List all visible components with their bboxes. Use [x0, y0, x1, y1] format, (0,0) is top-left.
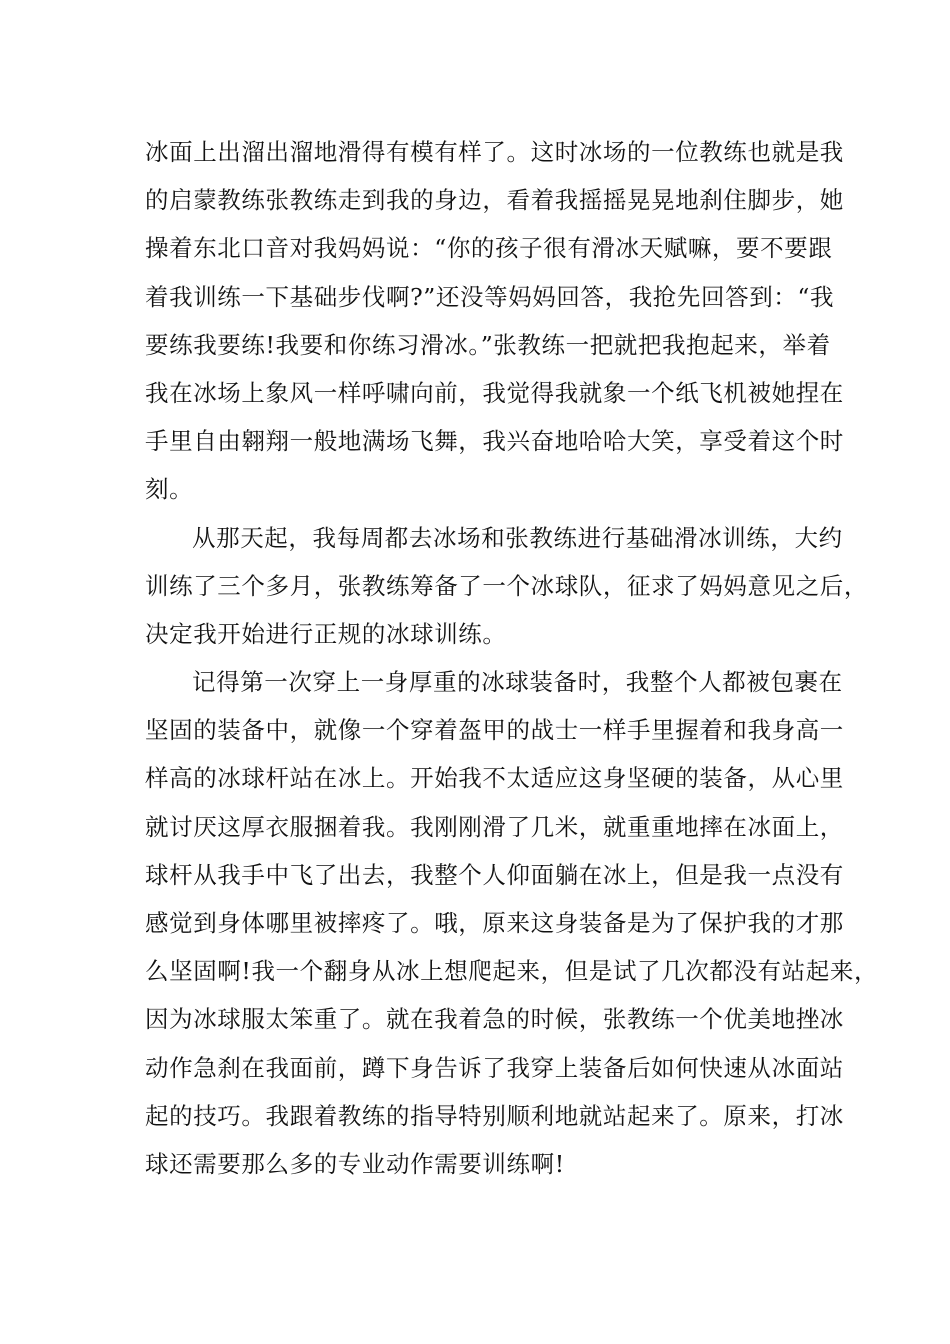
- text-line: 要练我要练!我要和你练习滑冰。”张教练一把就把我抱起来，举着: [145, 330, 831, 359]
- body-text: [145, 128, 879, 1236]
- text-line: 训练了三个多月，张教练筹备了一个冰球队，征求了妈妈意见之后，: [145, 571, 868, 600]
- text-line: 坚固的装备中，就像一个穿着盔甲的战士一样手里握着和我身高一: [145, 716, 844, 745]
- text-line: 动作急刹在我面前，蹲下身告诉了我穿上装备后如何快速从冰面站: [145, 1053, 844, 1082]
- text-line: 球杆从我手中飞了出去，我整个人仰面躺在冰上，但是我一点没有: [145, 860, 844, 889]
- text-line: 的启蒙教练张教练走到我的身边，看着我摇摇晃晃地刹住脚步，她: [145, 186, 844, 215]
- text-line: 冰面上出溜出溜地滑得有模有样了。这时冰场的一位教练也就是我: [145, 138, 844, 166]
- text-line: 记得第一次穿上一身厚重的冰球装备时，我整个人都被包裹在: [192, 668, 843, 697]
- text-line: 球还需要那么多的专业动作需要训练啊!: [145, 1149, 565, 1178]
- text-line: 手里自由翱翔一般地满场飞舞，我兴奋地哈哈大笑，享受着这个时: [145, 427, 844, 456]
- text-line: 刻。: [145, 475, 194, 504]
- text-line: 决定我开始进行正规的冰球训练。: [145, 619, 507, 648]
- text-line: 操着东北口音对我妈妈说：“你的孩子很有滑冰天赋嘛，要不要跟: [145, 234, 833, 263]
- paragraph-3: [145, 658, 879, 1236]
- text-line: 感觉到身体哪里被摔疼了。哦，原来这身装备是为了保护我的才那: [145, 909, 844, 937]
- text-line: 因为冰球服太笨重了。就在我着急的时候，张教练一个优美地挫冰: [145, 1005, 844, 1034]
- text-line: 我在冰场上象风一样呼啸向前，我觉得我就象一个纸飞机被她捏在: [145, 378, 844, 407]
- text-line: 起的技巧。我跟着教练的指导特别顺利地就站起来了。原来，打冰: [145, 1101, 844, 1130]
- text-line: 么坚固啊!我一个翻身从冰上想爬起来，但是试了几次都没有站起来，: [145, 957, 879, 986]
- paragraph-1: [145, 128, 844, 514]
- text-line: [145, 1188, 815, 1236]
- text-line: 着我训练一下基础步伐啊?”还没等妈妈回答，我抢先回答到：“我: [145, 282, 835, 311]
- text-line: 就讨厌这厚衣服捆着我。我刚刚滑了几米，就重重地摔在冰面上，: [145, 812, 844, 841]
- text-line: 样高的冰球杆站在冰上。开始我不太适应这身坚硬的装备，从心里: [145, 764, 844, 793]
- paragraph-2: [145, 514, 868, 659]
- text-line: 从那天起，我每周都去冰场和张教练进行基础滑冰训练，大约: [192, 523, 843, 552]
